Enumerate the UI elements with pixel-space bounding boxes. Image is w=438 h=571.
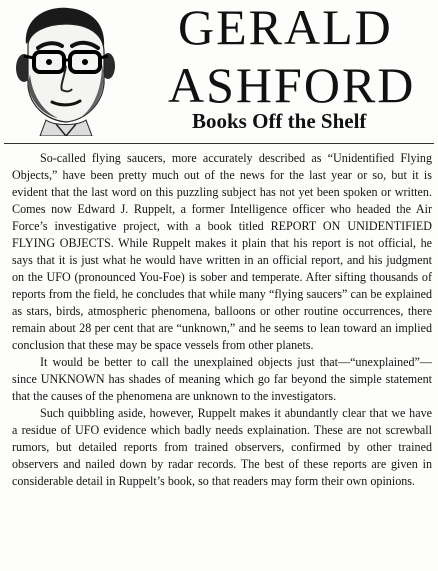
columnist-first-name: GERALD [178,0,393,55]
columnist-last-name: ASHFORD [168,57,416,113]
columnist-portrait-icon [6,4,124,136]
article-paragraph: It would be better to call the unexplained objects just that—“unexplained”—since UNKNOWN has shades of meaning which go far beyond the simple statement that the causes of the phenomena are unknown to the investigators. [12,355,432,403]
masthead [150,0,436,113]
column-title: Books Off the Shelf [192,109,367,133]
article-paragraph: Such quibbling aside, however, Ruppelt makes it abundantly clear that we have a residue of UFO evidence which badly needs explaination. These are not screwball rumors, but detailed reports from trained observers, confirmed by other trained observers and nailed down by radar records. The best of these reports are given in considerable detail in Ruppelt’s book, so that readers may form their own opinions. [12,406,432,488]
header-divider [4,143,434,144]
article-body [12,150,432,490]
article-paragraph: So-called flying saucers, more accurately described as “Unidentified Flying Objects,” have been pretty much out of the news for the last year or so, but it is evident that the last word on this puzzling subject has not yet been spoken or written. Comes now Edward J. Ruppelt, a former Intelligence officer who headed the Air Force’s investigative project, with a book titled REPORT ON UNIDENTIFIED FLYING OBJECTS. While Ruppelt makes it plain that his report is not official, he says that it is just what he would have written in an official report, and his judgment on the UFO (pronounced You-Foe) is sober and temperate. After sifting thousands of reports from the field, he concludes that while many “flying saucers” can be explained as stars, birds, atmospheric phenomena, balloons or other routine occurrences, there remain about 28 per cent that are “unknown,” and he seems to lean toward an implied conclusion that these may be space vessels from other planets. [12,151,432,352]
